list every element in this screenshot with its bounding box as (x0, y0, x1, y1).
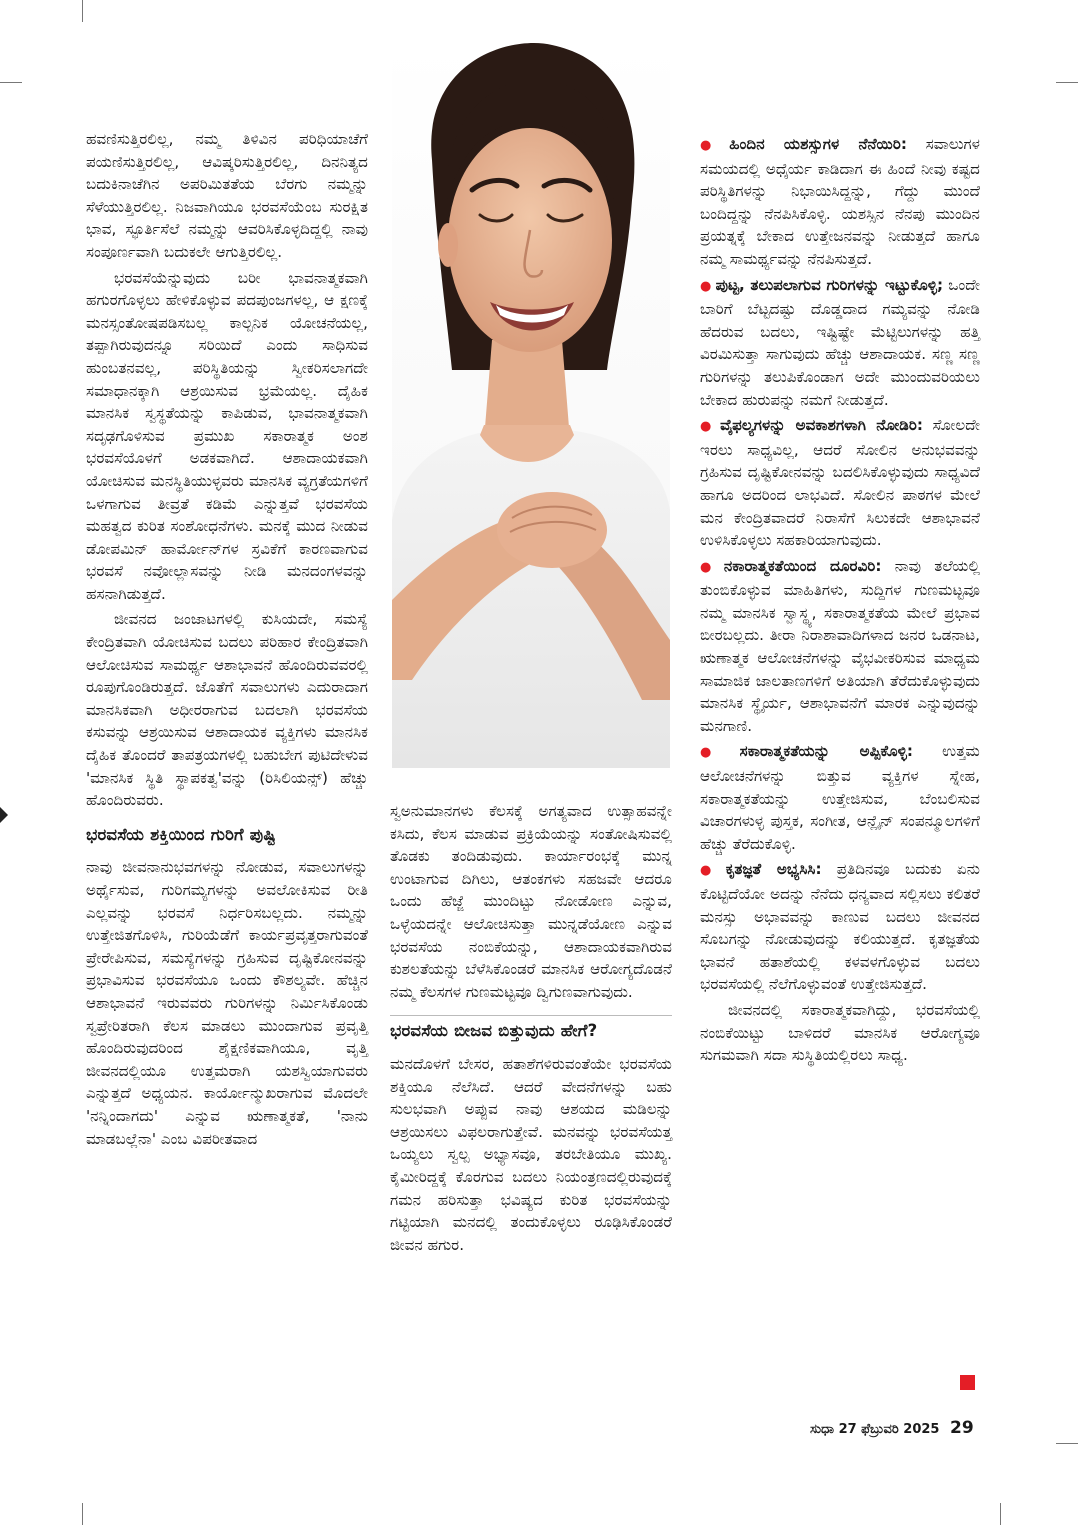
bullet-icon: ● (700, 278, 712, 294)
subheading: ಭರವಸೆಯ ಬೀಜವ ಬಿತ್ತುವುದು ಹೇಗೆ? (390, 1015, 672, 1043)
tip-heading: ನಕಾರಾತ್ಮಕತೆಯಿಂದ ದೂರವಿರಿ: (723, 556, 882, 575)
crop-mark (1056, 82, 1078, 83)
tip-heading: ವೈಫಲ್ಯಗಳನ್ನು ಅವಕಾಶಗಳಾಗಿ ನೋಡಿರಿ: (720, 416, 923, 435)
paragraph: ಜೀವನದ ಜಂಜಾಟಗಳಲ್ಲಿ ಕುಸಿಯದೇ, ಸಮಸ್ಯೆ ಕೇಂದ್ರಿತವಾಗಿ ಯೋಚಿಸುವ ಬದಲು ಪರಿಹಾರ ಕೇಂದ್ರಿತವಾಗಿ ಆಲೋಚಿಸುವ ಸಾಮರ್ಥ್ಯ ಆಶಾಭಾವನೆ ಹೊಂದಿರುವವರಲ್ಲಿ ರೂಪುಗೊಂಡಿರುತ್ತದೆ. ಜೊತೆಗೆ ಸವಾಲುಗಳು ಎದುರಾದಾಗ ಮಾನಸಿಕವಾಗಿ ಅಧೀರರಾಗುವ ಬದಲಾಗಿ ಭರವಸೆಯ ಕಸುವನ್ನು ಆಶ್ರಯಿಸುವ ಆಶಾದಾಯಕ ವ್ಯಕ್ತಿಗಳು ಮಾನಸಿಕ ದೈಹಿಕ ತೊಂದರೆ ತಾಪತ್ರಯಗಳಲ್ಲಿ ಬಹುಬೇಗ ಪುಟಿದೇಳುವ 'ಮಾನಸಿಕ ಸ್ಥಿತಿ ಸ್ಥಾಪಕತ್ವ'ವನ್ನು (ರಿಸಿಲಿಯನ್ಸ್) ಹೆಚ್ಚು ಹೊಂದಿರುವರು. (86, 610, 368, 810)
crop-mark (0, 82, 22, 83)
bullet-icon: ● (700, 559, 720, 575)
tip-heading: ಹಿಂದಿನ ಯಶಸ್ಸುಗಳ ನೆನೆಯಿರಿ: (729, 135, 907, 153)
tip-text: ಒಂದೇ ಬಾರಿಗೆ ಬೆಟ್ಟದಷ್ಟು ದೊಡ್ಡದಾದ ಗಮ್ಯವನ್ನು ನೋಡಿ ಹೆದರುವ ಬದಲು, ಇಷ್ಟಿಷ್ಟೇ ಮೆಟ್ಟಿಲುಗಳನ್ನು ಹತ್ತಿ ವಿರಮಿಸುತ್ತಾ ಸಾಗುವುದು ಹೆಚ್ಚು ಆಶಾದಾಯಕ. ಸಣ್ಣ ಸಣ್ಣ ಗುರಿಗಳನ್ನು ತಲುಪಿಕೊಂಡಾಗ ಅದೇ ಮುಂದುವರಿಯಲು ಬೇಕಾದ ಹುರುಪನ್ನು ನಮಗೆ ನೀಡುತ್ತದೆ. (700, 275, 981, 409)
crop-mark (82, 1503, 83, 1525)
bullet-icon: ● (700, 419, 717, 435)
tip-item (700, 274, 980, 412)
paragraph: ಸ್ವಅನುಮಾನಗಳು ಕೆಲಸಕ್ಕೆ ಅಗತ್ಯವಾದ ಉತ್ಸಾಹವನ್ನೇ ಕಸಿದು, ಕೆಲಸ ಮಾಡುವ ಪ್ರಕ್ರಿಯೆಯನ್ನು ಸಂತೋಷಿಸುವಲ್ಲಿ ತೊಡಕು ತಂದಿಡುವುದು. ಕಾರ್ಯಾರಂಭಕ್ಕೆ ಮುನ್ನ ಉಂಟಾಗುವ ದಿಗಿಲು, ಆತಂಕಗಳು ಸಹಜವೇ ಆದರೂ ಒಂದು ಹೆಜ್ಜೆ ಮುಂದಿಟ್ಟು ನೋಡೋಣ ಎನ್ನುವ, ಒಳ್ಳೆಯದನ್ನೇ ಆಲೋಚಿಸುತ್ತಾ ಮುನ್ನಡೆಯೋಣ ಎನ್ನುವ ಭರವಸೆಯ ನಂಬಿಕೆಯನ್ನು, ಆಶಾದಾಯಕವಾಗಿರುವ ಕುಶಲತೆಯನ್ನು ಬೆಳೆಸಿಕೊಂಡರೆ ಮಾನಸಿಕ ಆರೋಗ್ಯದೊಡನೆ ನಮ್ಮ ಕೆಲಸಗಳ ಗುಣಮಟ್ಟವೂ ದ್ವಿಗುಣವಾಗುವುದು. (390, 802, 672, 1001)
closing-paragraph: ಜೀವನದಲ್ಲಿ ಸಕಾರಾತ್ಮಕವಾಗಿದ್ದು, ಭರವಸೆಯಲ್ಲಿ ನಂಬಿಕೆಯಿಟ್ಟು ಬಾಳಿದರೆ ಮಾನಸಿಕ ಆರೋಗ್ಯವೂ ಸುಗಮವಾಗಿ ಸದಾ ಸುಸ್ಥಿತಿಯಲ್ಲಿರಲು ಸಾಧ್ಯ. (700, 1000, 980, 1065)
tip-item (700, 414, 980, 552)
paragraph: ನಾವು ಜೀವನಾನುಭವಗಳನ್ನು ನೋಡುವ, ಸವಾಲುಗಳನ್ನು ಅರ್ಥೈಸುವ, ಗುರಿಗಮ್ಯಗಳನ್ನು ಅವಲೋಕಿಸುವ ರೀತಿ ಎಲ್ಲವನ್ನು ಭರವಸೆ ನಿರ್ಧರಿಸಬಲ್ಲದು. ನಮ್ಮನ್ನು ಉತ್ತೇಜಿತಗೊಳಿಸಿ, ಗುರಿಯೆಡೆಗೆ ಕಾರ್ಯಪ್ರವೃತ್ತರಾಗುವಂತೆ ಪ್ರೇರೇಪಿಸುವ, ಸಮಸ್ಯೆಗಳನ್ನು ಗ್ರಹಿಸುವ ದೃಷ್ಟಿಕೋನವನ್ನು ಪ್ರಭಾವಿಸುವ ಭರವಸೆಯೂ ಒಂದು ಕೌಶಲ್ಯವೇ. ಹೆಚ್ಚಿನ ಆಶಾಭಾವನೆ ಇರುವವರು ಗುರಿಗಳನ್ನು ನಿರ್ಮಿಸಿಕೊಂಡು ಸ್ವಪ್ರೇರಿತರಾಗಿ ಕೆಲಸ ಮಾಡಲು ಮುಂದಾಗುವ ಪ್ರವೃತ್ತಿ ಹೊಂದಿರುವುದರಿಂದ ಶೈಕ್ಷಣಿಕವಾಗಿಯೂ, ವೃತ್ತಿ ಜೀವನದಲ್ಲಿಯೂ ಉತ್ತಮರಾಗಿ ಯಶಸ್ವಿಯಾಗುವರು ಎನ್ನುತ್ತದೆ ಅಧ್ಯಯನ. ಕಾರ್ಯೋನ್ಮುಖರಾಗುವ ಮೊದಲೇ 'ನನ್ನಿಂದಾಗದು' ಎನ್ನುವ ಋಣಾತ್ಮಕತೆ, 'ನಾನು ಮಾಡಬಲ್ಲೆನಾ' ಎಂಬ ವಿಪರೀತವಾದ (86, 858, 368, 1148)
page-number: 29 (950, 1418, 974, 1438)
tip-item (700, 555, 980, 738)
end-of-article-mark-icon (960, 1375, 975, 1390)
article-column-1 (86, 128, 368, 1153)
tip-heading: ಕೃತಜ್ಞತೆ ಅಭ್ಯಸಿಸಿ: (725, 860, 822, 879)
bullet-icon: ● (700, 138, 726, 153)
registration-mark-icon (0, 805, 10, 825)
tip-text: ಪ್ರತಿದಿನವೂ ಬದುಕು ಏನು ಕೊಟ್ಟಿದೆಯೋ ಅದನ್ನು ನೆನೆದು ಧನ್ಯವಾದ ಸಲ್ಲಿಸಲು ಕಲಿತರೆ ಮನಸ್ಸು ಅಭಾವವನ್ನು ಕಾಣುವ ಬದಲು ಜೀವನದ ಸೊಬಗನ್ನು ನೋಡುವುದನ್ನು ಕಲಿಯುತ್ತದೆ. ಕೃತಜ್ಞತೆಯ ಭಾವನೆ ಹತಾಶೆಯಲ್ಲಿ ಕಳವಳಗೊಳ್ಳುವ ಬದಲು ಭರವಸೆಯಲ್ಲಿ ನೆಲೆಗೊಳ್ಳುವಂತೆ ಉತ್ತೇಜಿಸುತ್ತದೆ. (700, 860, 980, 994)
bullet-icon: ● (700, 745, 736, 761)
subheading: ಭರವಸೆಯ ಶಕ್ತಿಯಿಂದ ಗುರಿಗೆ ಪುಷ್ಟಿ (86, 824, 276, 844)
crop-mark (82, 0, 83, 22)
bullet-icon: ● (700, 863, 722, 879)
tip-heading: ಸಕಾರಾತ್ಮಕತೆಯನ್ನು ಅಪ್ಪಿಕೊಳ್ಳಿ: (739, 742, 913, 761)
tip-text: ಉತ್ತಮ ಆಲೋಚನೆಗಳನ್ನು ಬಿತ್ತುವ ವ್ಯಕ್ತಿಗಳ ಸ್ನೇಹ, ಸಕಾರಾತ್ಮಕತೆಯನ್ನು ಉತ್ತೇಜಿಸುವ, ಬೆಂಬಲಿಸುವ ವಿಚಾರಗಳುಳ್ಳ ಪುಸ್ತಕ, ಸಂಗೀತ, ಆನ್ಲೈನ್ ಸಂಪನ್ಮೂಲಗಳಿಗೆ ಹೆಚ್ಚು ತೆರೆದುಕೊಳ್ಳಿ. (700, 742, 980, 853)
article-column-2 (390, 800, 672, 1259)
crop-mark (1056, 1443, 1078, 1444)
tip-item (700, 133, 980, 271)
tip-item (700, 740, 980, 855)
tip-text: ಸವಾಲುಗಳ ಸಮಯದಲ್ಲಿ ಅಧೈರ್ಯ ಕಾಡಿದಾಗ ಈ ಹಿಂದೆ ನೀವು ಕಷ್ಟದ ಪರಿಸ್ಥಿತಿಗಳನ್ನು ನಿಭಾಯಿಸಿದ್ದನ್ನು, ಗೆದ್ದು ಮುಂದೆ ಬಂದಿದ್ದನ್ನು ನೆನಪಿಸಿಕೊಳ್ಳಿ. ಯಶಸ್ಸಿನ ನೆನಪು ಮುಂದಿನ ಪ್ರಯತ್ನಕ್ಕೆ ಬೇಕಾದ ಉತ್ತೇಜನವನ್ನು ನೀಡುತ್ತದೆ ಹಾಗೂ ನಮ್ಮ ಸಾಮರ್ಥ್ಯವನ್ನು ನೆನಪಿಸುತ್ತದೆ. (700, 135, 981, 268)
woman-smiling-photo (392, 40, 670, 768)
photo-illustration (392, 40, 670, 768)
page-footer (810, 1418, 974, 1438)
tip-heading: ಪುಟ್ಟ, ತಲುಪಲಾಗುವ ಗುರಿಗಳನ್ನು ಇಟ್ಟುಕೊಳ್ಳಿ; (715, 275, 944, 294)
crop-mark (1000, 1503, 1001, 1525)
paragraph: ಹವಣಿಸುತ್ತಿರಲಿಲ್ಲ, ನಮ್ಮ ತಿಳಿವಿನ ಪರಿಧಿಯಾಚೆಗೆ ಪಯಣಿಸುತ್ತಿರಲಿಲ್ಲ, ಆವಿಷ್ಕರಿಸುತ್ತಿರಲಿಲ್ಲ, ದಿನನಿತ್ಯದ ಬದುಕಿನಾಚೆಗಿನ ಅಪರಿಮಿತತೆಯ ಬೆರಗು ನಮ್ಮನ್ನು ಸೆಳೆಯುತ್ತಿರಲಿಲ್ಲ. ನಿಜವಾಗಿಯೂ ಭರವಸೆಯೆಂಬ ಸುರಕ್ಷಿತ ಭಾವ, ಸ್ಫೂರ್ತಿಸೆಲೆ ನಮ್ಮನ್ನು ಆವರಿಸಿಕೊಳ್ಳದಿದ್ದಲ್ಲಿ ನಾವು ಸಂಪೂರ್ಣವಾಗಿ ಬದುಕಲೇ ಆಗುತ್ತಿರಲಿಲ್ಲ. (86, 130, 368, 261)
paragraph: ಭರವಸೆಯೆನ್ನುವುದು ಬರೀ ಭಾವನಾತ್ಮಕವಾಗಿ ಹಗುರಗೊಳ್ಳಲು ಹೇಳಿಕೊಳ್ಳುವ ಪದಪುಂಜಗಳಲ್ಲ, ಆ ಕ್ಷಣಕ್ಕೆ ಮನಸ್ಸಂತೋಷಪಡಿಸಬಲ್ಲ ಕಾಲ್ಪನಿಕ ಯೋಚನೆಯಲ್ಲ, ತಪ್ಪಾಗಿರುವುದನ್ನೂ ಸರಿಯಿದೆ ಎಂದು ಸಾಧಿಸುವ ಹುಂಬತನವಲ್ಲ, ಪರಿಸ್ಥಿತಿಯನ್ನು ಸ್ವೀಕರಿಸಲಾಗದೇ ಸಮಾಧಾನಕ್ಕಾಗಿ ಆಶ್ರಯಿಸುವ ಭ್ರಮೆಯಲ್ಲ. ದೈಹಿಕ ಮಾನಸಿಕ ಸ್ವಸ್ಥತೆಯನ್ನು ಕಾಪಿಡುವ, ಭಾವನಾತ್ಮಕವಾಗಿ ಸದೃಢಗೊಳಿಸುವ ಪ್ರಮುಖ ಸಕಾರಾತ್ಮಕ ಅಂಶ ಭರವಸೆಯೊಳಗೆ ಅಡಕವಾಗಿದೆ. ಆಶಾದಾಯಕವಾಗಿ ಯೋಚಿಸುವ ಮನಸ್ಥಿತಿಯುಳ್ಳವರು ಮಾನಸಿಕ ವ್ಯಗ್ರತೆಯಗಳಿಗೆ ಒಳಗಾಗುವ ತೀವ್ರತೆ ಕಡಿಮೆ ಎನ್ನುತ್ತವೆ ಭರವಸೆಯ ಮಹತ್ವದ ಕುರಿತ ಸಂಶೋಧನೆಗಳು. ಮನಕ್ಕೆ ಮುದ ನೀಡುವ ಡೋಪಮಿನ್ ಹಾರ್ಮೋನ್‌ಗಳ ಸ್ರವಿಕೆಗೆ ಕಾರಣವಾಗುವ ಭರವಸೆ ನವೋಲ್ಲಾಸವನ್ನು ನೀಡಿ ಮನದಂಗಳವನ್ನು ಹಸನಾಗಿಡುತ್ತದೆ. (86, 268, 368, 603)
article-column-3 (700, 133, 980, 1070)
magazine-name: ಸುಧಾ (810, 1422, 835, 1437)
paragraph: ಮನದೊಳಗೆ ಬೇಸರ, ಹತಾಶೆಗಳಿರುವಂತೆಯೇ ಭರವಸೆಯ ಶಕ್ತಿಯೂ ನೆಲೆಸಿದೆ. ಆದರೆ ವೇದನೆಗಳನ್ನು ಬಹು ಸುಲಭವಾಗಿ ಅಪ್ಪುವ ನಾವು ಆಶಯದ ಮಡಿಲನ್ನು ಆಶ್ರಯಿಸಲು ವಿಫಲರಾಗುತ್ತೇವೆ. ಮನವನ್ನು ಭರವಸೆಯತ್ತ ಒಯ್ಯಲು ಸ್ವಲ್ಪ ಅಭ್ಯಾಸವೂ, ತರಬೇತಿಯೂ ಮುಖ್ಯ. ಕೈಮೀರಿದ್ದಕ್ಕೆ ಕೊರಗುವ ಬದಲು ನಿಯಂತ್ರಣದಲ್ಲಿರುವುದಕ್ಕೆ ಗಮನ ಹರಿಸುತ್ತಾ ಭವಿಷ್ಯದ ಕುರಿತ ಭರವಸೆಯನ್ನು ಗಟ್ಟಿಯಾಗಿ ಮನದಲ್ಲಿ ತಂದುಕೊಳ್ಳಲು ರೂಢಿಸಿಕೊಂಡರೆ ಜೀವನ ಹಗುರ. (390, 1054, 672, 1254)
issue-date: 27 ಫೆಬ್ರುವರಿ 2025 (838, 1422, 940, 1437)
tip-text: ನಾವು ತಲೆಯಲ್ಲಿ ತುಂಬಿಕೊಳ್ಳುವ ಮಾಹಿತಿಗಳು, ಸುದ್ದಿಗಳ ಗುಣಮಟ್ಟವೂ ನಮ್ಮ ಮಾನಸಿಕ ಸ್ವಾಸ್ಥ್ಯ, ಸಕಾರಾತ್ಮಕತೆಯ ಮೇಲೆ ಪ್ರಭಾವ ಬೀರಬಲ್ಲದು. ತೀರಾ ನಿರಾಶಾವಾದಿಗಳಾದ ಜನರ ಒಡನಾಟ, ಋಣಾತ್ಮಕ ಆಲೋಚನೆಗಳನ್ನು ವೈಭವೀಕರಿಸುವ ಮಾಧ್ಯಮ ಸಾಮಾಜಿಕ ಜಾಲತಾಣಗಳಿಗೆ ಅತಿಯಾಗಿ ತೆರೆದುಕೊಳ್ಳುವುದು ಮಾನಸಿಕ ಸ್ಥೈರ್ಯ, ಆಶಾಭಾವನೆಗೆ ಮಾರಕ ಎನ್ನುವುದನ್ನು ಮನಗಾಣಿ. (700, 556, 981, 735)
tip-text: ಸೋಲದೇ ಇರಲು ಸಾಧ್ಯವಿಲ್ಲ, ಆದರೆ ಸೋಲಿನ ಅನುಭವವನ್ನು ಗ್ರಹಿಸುವ ದೃಷ್ಟಿಕೋನವನ್ನು ಬದಲಿಸಿಕೊಳ್ಳುವುದು ಸಾಧ್ಯವಿದೆ ಹಾಗೂ ಅದರಿಂದ ಲಾಭವಿದೆ. ಸೋಲಿನ ಪಾಠಗಳ ಮೇಲೆ ಮನ ಕೇಂದ್ರಿತವಾದರೆ ನಿರಾಸೆಗೆ ಸಿಲುಕದೇ ಆಶಾಭಾವನೆ ಉಳಿಸಿಕೊಳ್ಳಲು ಸಹಕಾರಿಯಾಗುವುದು. (700, 416, 981, 550)
tip-item (700, 858, 980, 996)
